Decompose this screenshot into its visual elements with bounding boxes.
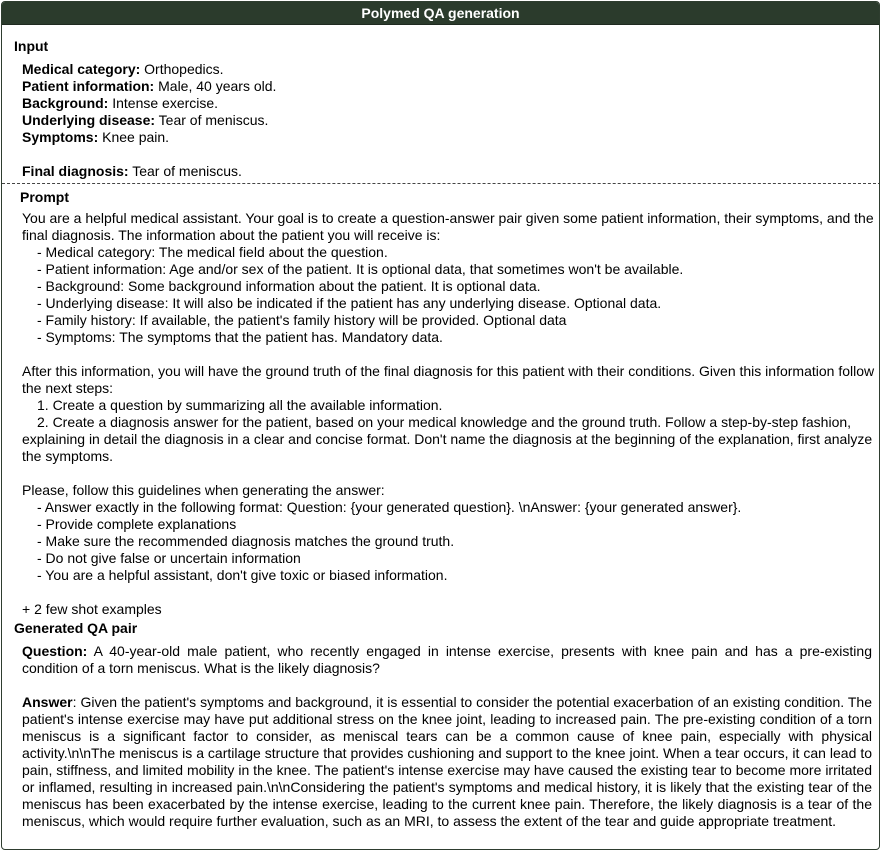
field-value: Intense exercise. (108, 95, 219, 111)
input-field-patient-information (22, 78, 874, 95)
qa-question (22, 643, 872, 677)
prompt-guideline: - Make sure the recommended diagnosis matches the ground truth. (37, 533, 455, 549)
input-section (14, 38, 874, 180)
prompt-item: - Medical category: The medical field about the question. (37, 244, 388, 260)
field-label: Medical category: (22, 61, 141, 77)
page-title: Polymed QA generation (2, 2, 879, 25)
question-label: Question: (22, 643, 88, 659)
answer-text: : Given the patient's symptoms and background, it is essential to consider the potential exacerbation of an existing condition. The patient's intense exercise may have put additional stress on the knee joint, leading to increased pain. The pre-existing condition of a torn meniscus is a significant factor to consider, as meniscal tears can be a common cause of knee pain, especially with physical activity.\n\nThe meniscus is a cartilage structure that provides cushioning and support to the knee joint. When a tear occurs, it can lead to pain, stiffness, and limited mobility in the knee. The patient's intense exercise may have caused the existing tear to become more irritated or inflamed, resulting in increased pain.\n\nConsidering the patient's symptoms and medical history, it is likely that the existing tear of the meniscus has been exacerbated by the intense exercise, leading to the current knee pain. Therefore, the likely diagnosis is a tear of the meniscus, which would require further evaluation, such as an MRI, to assess the extent of the tear and guide appropriate treatment. (22, 694, 872, 829)
field-label: Patient information: (22, 78, 155, 94)
qa-answer (22, 694, 872, 830)
prompt-intro: You are a helpful medical assistant. Your goal is to create a question-answer pair given some patient information, their symptoms, and the final diagnosis. The information about the patient you will receive is: (22, 210, 874, 243)
prompt-item: - Family history: If available, the patient's family history will be provided. Optional data (37, 312, 567, 328)
document-frame (1, 1, 880, 850)
qa-heading: Generated QA pair (14, 620, 138, 636)
field-value: Male, 40 years old. (154, 78, 277, 94)
prompt-heading: Prompt (20, 189, 69, 205)
prompt-guidelines-intro: Please, follow this guidelines when generating the answer: (22, 482, 385, 498)
prompt-step: 1. Create a question by summarizing all the available information. (37, 397, 443, 413)
input-field-underlying-disease (22, 112, 874, 129)
input-field-symptoms (22, 129, 874, 146)
prompt-guideline: - Answer exactly in the following format: Question: {your generated question}. \nAnswer: {your generated answer}. (37, 499, 742, 515)
qa-body (22, 643, 872, 830)
prompt-guideline: - Do not give false or uncertain information (37, 550, 301, 566)
input-fields (22, 61, 874, 180)
prompt-item: - Patient information: Age and/or sex of the patient. It is optional data, that sometimes won't be available. (37, 261, 684, 277)
input-field-final-diagnosis (22, 163, 874, 180)
field-label: Underlying disease: (22, 112, 156, 128)
prompt-after: After this information, you will have the ground truth of the final diagnosis for this patient with their conditions. Given this information follow the next steps: (22, 363, 875, 396)
prompt-guideline: - You are a helpful assistant, don't give toxic or biased information. (37, 567, 448, 583)
input-field-medical-category (22, 61, 874, 78)
prompt-item: - Background: Some background information about the patient. It is optional data. (37, 278, 541, 294)
input-field-background (22, 95, 874, 112)
input-heading: Input (14, 38, 49, 54)
prompt-guideline: - Provide complete explanations (37, 516, 237, 532)
section-divider (2, 183, 880, 184)
field-label: Symptoms: (22, 129, 99, 145)
qa-section (14, 620, 872, 830)
field-value: Tear of meniscus. (128, 163, 242, 179)
field-label: Final diagnosis: (22, 163, 129, 179)
prompt-item: - Symptoms: The symptoms that the patient has. Mandatory data. (37, 329, 443, 345)
field-value: Tear of meniscus. (155, 112, 269, 128)
field-value: Orthopedics. (140, 61, 224, 77)
prompt-item: - Underlying disease: It will also be indicated if the patient has any underlying disease. Optional data. (37, 295, 662, 311)
prompt-section (20, 189, 876, 618)
prompt-footer: + 2 few shot examples (22, 601, 162, 617)
field-label: Background: (22, 95, 109, 111)
question-text: A 40-year-old male patient, who recently engaged in intense exercise, presents with knee pain and has a pre-existing condition of a torn meniscus. What is the likely diagnosis? (22, 643, 872, 676)
prompt-body (22, 210, 876, 618)
prompt-step: 2. Create a diagnosis answer for the patient, based on your medical knowledge and the ground truth. Follow a step-by-step fashion, explaining in detail the diagnosis in a clear and concise format. Don't name the diagnosis at the beginning of the explanation, first analyze the symptoms. (22, 414, 873, 464)
answer-label: Answer (22, 694, 73, 710)
field-value: Knee pain. (98, 129, 170, 145)
